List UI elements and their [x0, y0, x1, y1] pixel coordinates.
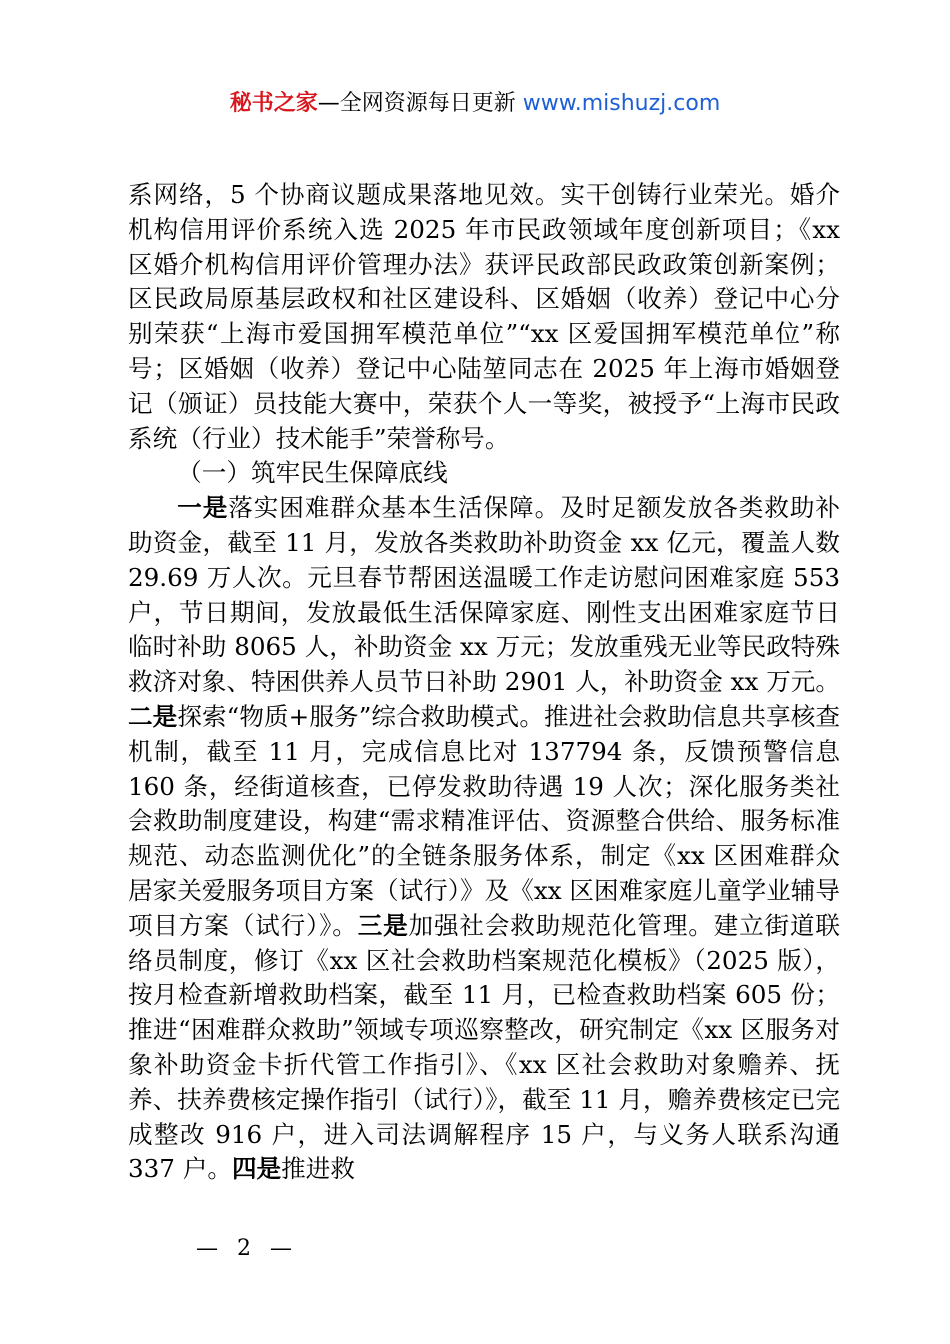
paragraph-honors: 系网络，5 个协商议题成果落地见效。实干创铸行业荣光。婚介机构信用评价系统入选 2025 年市民政领域年度创新项目；《xx 区婚介机构信用评价管理办法》获评民政部民政政策创新案例；区民政局原基层政权和社区建设科、区婚姻（收养）登记中心分别荣获“上海市爱国拥军模范单位”“xx 区爱国拥军模范单位”称号；区婚姻（收养）登记中心陆堃同志在 2025 年上海市婚姻登记（颁证）员技能大赛中，荣获个人一等奖，被授予“上海市民政系统（行业）技术能手”荣誉称号。 — [128, 180, 840, 453]
lead-one: 一是 — [177, 493, 229, 523]
text-two: 探索“物质+服务”综合救助模式。推进社会救助信息共享核查机制，截至 11 月，完成信息比对 137794 条，反馈预警信息 160 条，经街道核查，已停发救助待遇 19 人次；深化服务类社会救助制度建设，构建“需求精准评估、资源整合供给、服务标准规范、动态监测优化”的全链条服务体系，制定《xx 区困难群众居家关爱服务项目方案（试行）》及《xx 区困难家庭儿童学业辅导项目方案（试行）》。 — [128, 701, 840, 940]
paragraph-livelihood — [128, 491, 840, 1187]
site-banner — [0, 88, 950, 120]
site-brand: 秘书之家 — [229, 91, 318, 116]
text-three: 加强社会救助规范化管理。建立街道联络员制度，修订《xx 区社会救助档案规范化模板》（2025 版），按月检查新增救助档案，截至 11 月，已检查救助档案 605 份；推进“困难群众救助”领域专项巡察整改，研究制定《xx 区服务对象补助资金卡折代管工作指引》、《xx 区社会救助对象赡养、抚养、扶养费核定操作指引（试行）》，截至 11 月，赡养费核定已完成整改 916 户，进入司法调解程序 15 户，与义务人联系沟通 337 户。 — [128, 910, 840, 1184]
text-four: 推进救 — [281, 1154, 355, 1184]
site-url[interactable]: www.mishuzj.com — [522, 91, 721, 116]
text-one: 落实困难群众基本生活保障。及时足额发放各类救助补助资金，截至 11 月，发放各类救助补助资金 xx 亿元，覆盖人数 29.69 万人次。元旦春节帮困送温暖工作走访慰问困难家庭 553 户，节日期间，发放最低生活保障家庭、刚性支出困难家庭节日临时补助 8065 人，补助资金 xx 万元；发放重残无业等民政特殊救济对象、特困供养人员节日补助 2901 人，补助资金 xx 万元。 — [128, 493, 840, 697]
section-heading: （一）筑牢民生保障底线 — [177, 458, 448, 488]
document-body — [128, 178, 840, 1187]
page-number: — 2 — — [196, 1236, 298, 1261]
lead-two: 二是 — [128, 701, 178, 731]
lead-three: 三是 — [357, 910, 409, 940]
site-slogan: —全网资源每日更新 — [317, 91, 523, 116]
lead-four: 四是 — [231, 1154, 282, 1184]
